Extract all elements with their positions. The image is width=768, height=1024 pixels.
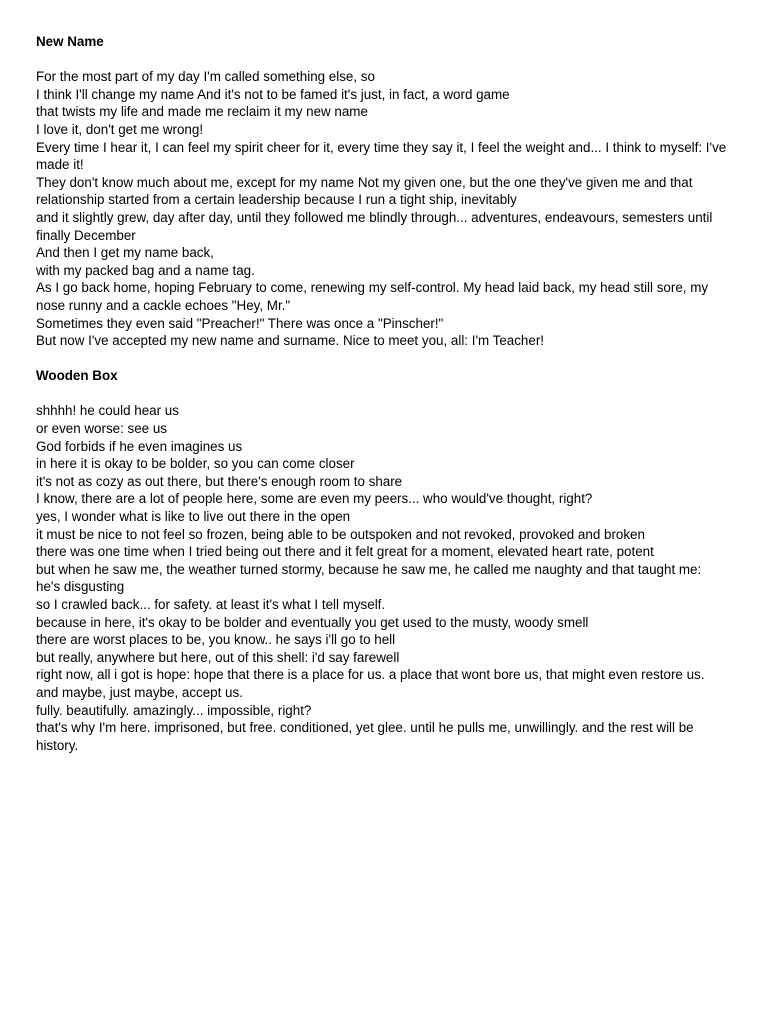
poem-line: it must be nice to not feel so frozen, being able to be outspoken and not revoked, provoked and broken — [36, 526, 645, 542]
poem-title: Wooden Box — [36, 368, 118, 384]
poem-line: I love it, don't get me wrong! — [36, 121, 204, 137]
poem-line: but really, anywhere but here, out of this shell: i'd say farewell — [36, 649, 400, 665]
poem-body — [36, 68, 728, 350]
poem-line: so I crawled back... for safety. at least it's what I tell myself. — [36, 597, 386, 612]
poem-line: that's why I'm here. imprisoned, but free. conditioned, yet glee. until he pulls me, unwillingly. and the rest will be history. — [36, 720, 694, 753]
poem-line: And then I get my name back, — [36, 245, 214, 261]
poem-line: But now I've accepted my new name and surname. Nice to meet you, all: I'm Teacher! — [36, 333, 545, 349]
poem-line: They don't know much about me, except for my name Not my given one, but the one they've given me and that relationship started from a certain leadership because I run a tight ship, inevitably — [36, 174, 693, 208]
poem-line: Every time I hear it, I can feel my spirit cheer for it, every time they say it, I feel the weight and... I think to myself: I've made it! — [36, 139, 727, 173]
poem-line: As I go back home, hoping February to come, renewing my self-control. My head laid back, my head still sore, my nose runny and a cackle echoes "Hey, Mr." — [36, 280, 709, 313]
poem-line: and it slightly grew, day after day, until they followed me blindly through... adventures, endeavours, semesters until finally December — [36, 209, 713, 243]
poem-line: there are worst places to be, you know.. he says i'll go to hell — [36, 632, 396, 648]
poem-line: God forbids if he even imagines us — [36, 438, 243, 454]
poem-line: Sometimes they even said "Preacher!" There was once a "Pinscher!" — [36, 315, 444, 331]
poem-line: For the most part of my day I'm called something else, so — [36, 69, 375, 85]
poem-wooden-box — [36, 367, 728, 754]
poem-new-name — [36, 33, 728, 350]
poem-line: with my packed bag and a name tag. — [36, 262, 255, 278]
poem-line: because in here, it's okay to be bolder and eventually you get used to the musty, woody smell — [36, 614, 589, 630]
poem-line: I know, there are a lot of people here, some are even my peers... who would've thought, right? — [36, 491, 593, 507]
poem-title: New Name — [36, 34, 104, 49]
poem-line: but when he saw me, the weather turned stormy, because he saw me, he called me naughty and that taught me: he's disgusting — [36, 561, 702, 595]
poem-body — [36, 402, 728, 754]
poem-line: fully. beautifully. amazingly... impossible, right? — [36, 702, 312, 718]
poem-line: or even worse: see us — [36, 421, 167, 437]
poem-line: yes, I wonder what is like to live out there in the open — [36, 509, 351, 525]
poem-line: in here it is okay to be bolder, so you can come closer — [36, 456, 355, 472]
poem-line: there was one time when I tried being out there and it felt great for a moment, elevated heart rate, potent — [36, 544, 654, 560]
poem-line: it's not as cozy as out there, but there's enough room to share — [36, 473, 403, 489]
poem-line: I think I'll change my name And it's not to be famed it's just, in fact, a word game — [36, 86, 510, 102]
poem-line: that twists my life and made me reclaim it my new name — [36, 104, 368, 120]
poem-line: shhhh! he could hear us — [36, 403, 179, 419]
poem-line: right now, all i got is hope: hope that there is a place for us. a place that wont bore us, that might even restore us. and maybe, just maybe, accept us. — [36, 667, 705, 700]
